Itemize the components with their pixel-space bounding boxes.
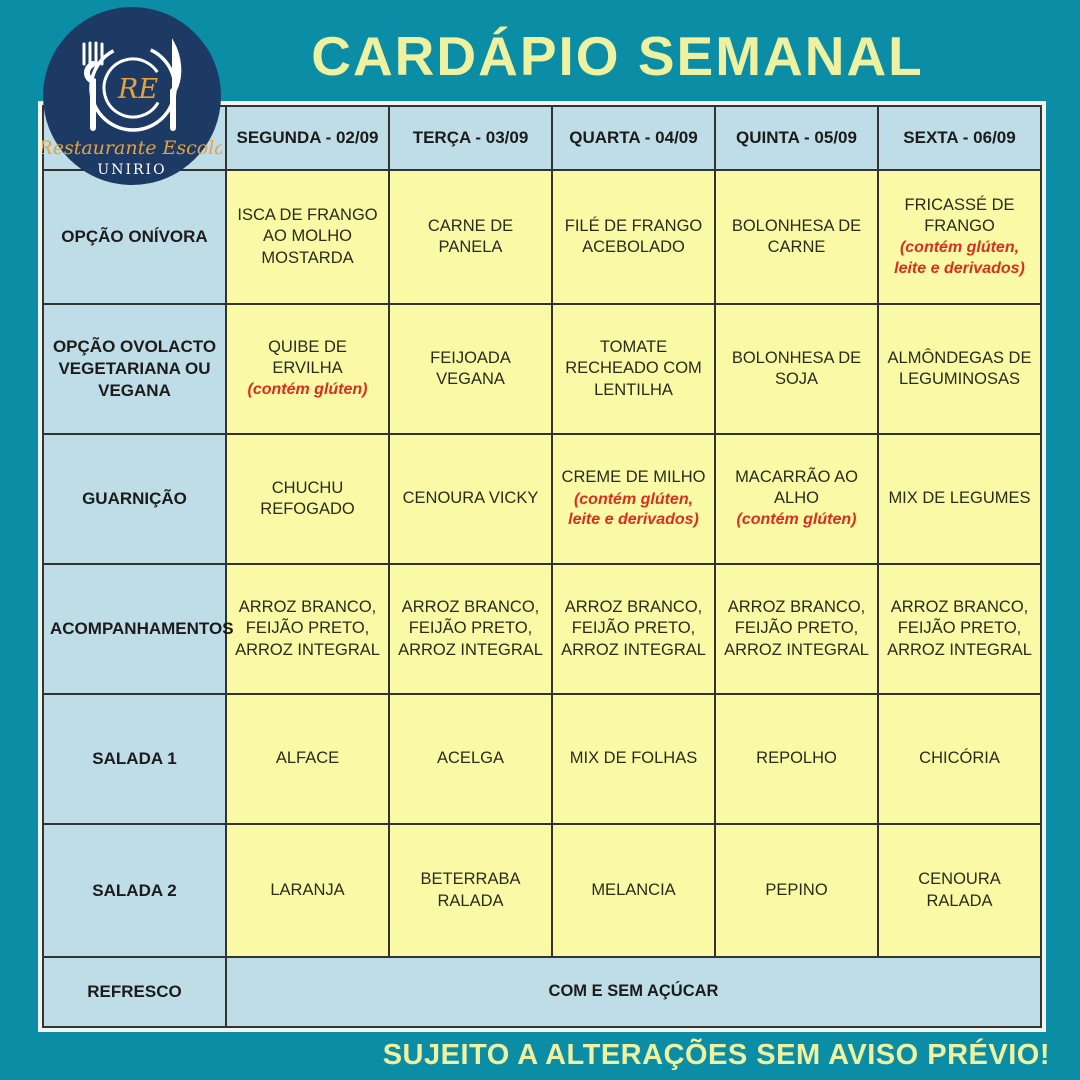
logo-name: Restaurante Escola bbox=[42, 137, 222, 159]
menu-cell bbox=[226, 304, 389, 434]
allergen-note: (contém glúten) bbox=[247, 381, 368, 399]
day-header: SEXTA - 06/09 bbox=[878, 106, 1041, 170]
table-row bbox=[43, 564, 1041, 694]
row-label: SALADA 1 bbox=[43, 694, 226, 824]
menu-table-el bbox=[42, 105, 1042, 1028]
menu-item-text: TOMATE RECHEADO COM LENTILHA bbox=[565, 338, 702, 399]
logo-org: UNIRIO bbox=[97, 162, 167, 178]
menu-cell bbox=[389, 694, 552, 824]
menu-item-text: ALMÔNDEGAS DE LEGUMINOSAS bbox=[887, 348, 1032, 388]
menu-item-text: CHUCHU REFOGADO bbox=[260, 478, 355, 518]
logo-monogram: RE bbox=[118, 74, 159, 105]
table-row bbox=[43, 694, 1041, 824]
menu-cell bbox=[715, 694, 878, 824]
menu-cell bbox=[552, 694, 715, 824]
menu-cell bbox=[878, 434, 1041, 564]
row-label: OPÇÃO OVOLACTO VEGETARIANA OU VEGANA bbox=[43, 304, 226, 434]
menu-cell bbox=[552, 564, 715, 694]
menu-item-text: ARROZ BRANCO, FEIJÃO PRETO, ARROZ INTEGRAL bbox=[724, 598, 869, 659]
table-row bbox=[43, 434, 1041, 564]
menu-cell bbox=[878, 824, 1041, 957]
menu-cell bbox=[226, 434, 389, 564]
logo-graphic bbox=[42, 6, 222, 186]
menu-cell bbox=[715, 564, 878, 694]
day-header: QUINTA - 05/09 bbox=[715, 106, 878, 170]
menu-item-text: CARNE DE PANELA bbox=[427, 216, 514, 256]
table-row bbox=[43, 824, 1041, 957]
menu-cell bbox=[226, 824, 389, 957]
row-label: ACOMPANHAMENTOS bbox=[43, 564, 226, 694]
allergen-note: (contém glúten, leite e derivados) bbox=[894, 239, 1025, 277]
menu-cell bbox=[389, 564, 552, 694]
allergen-note: (contém glúten) bbox=[736, 511, 857, 529]
row-label: SALADA 2 bbox=[43, 824, 226, 957]
menu-cell bbox=[389, 304, 552, 434]
menu-item-text: QUIBE DE ERVILHA bbox=[268, 338, 347, 378]
menu-item-text: ARROZ BRANCO, FEIJÃO PRETO, ARROZ INTEGRAL bbox=[887, 598, 1032, 659]
row-label: OPÇÃO ONÍVORA bbox=[43, 170, 226, 304]
menu-item-text: BOLONHESA DE SOJA bbox=[731, 348, 862, 388]
menu-item-text: ARROZ BRANCO, FEIJÃO PRETO, ARROZ INTEGRAL bbox=[561, 598, 706, 659]
menu-cell bbox=[715, 304, 878, 434]
menu-cell bbox=[552, 170, 715, 304]
row-label: REFRESCO bbox=[43, 957, 226, 1027]
page-title: CARDÁPIO SEMANAL bbox=[311, 25, 924, 87]
menu-table-body bbox=[43, 170, 1041, 1027]
menu-item-text: REPOLHO bbox=[756, 749, 837, 768]
menu-item-text: FEIJOADA VEGANA bbox=[430, 348, 511, 388]
table-row bbox=[43, 170, 1041, 304]
menu-item-text: ALFACE bbox=[275, 749, 340, 768]
table-row bbox=[43, 304, 1041, 434]
menu-cell bbox=[715, 824, 878, 957]
menu-cell bbox=[226, 564, 389, 694]
menu-cell bbox=[552, 824, 715, 957]
allergen-note: (contém glúten, leite e derivados) bbox=[568, 490, 699, 529]
menu-item-text: FILÉ DE FRANGO ACEBOLADO bbox=[564, 216, 703, 256]
menu-cell bbox=[552, 304, 715, 434]
menu-item-text: CENOURA RALADA bbox=[918, 870, 1001, 910]
menu-item-text: LARANJA bbox=[270, 880, 345, 899]
day-header: QUARTA - 04/09 bbox=[552, 106, 715, 170]
menu-item-text: MIX DE LEGUMES bbox=[888, 489, 1031, 508]
menu-item-text: FRICASSÉ DE FRANGO bbox=[904, 195, 1015, 236]
restaurant-logo bbox=[42, 6, 222, 186]
menu-item-text: BETERRABA RALADA bbox=[420, 870, 521, 910]
row-label: GUARNIÇÃO bbox=[43, 434, 226, 564]
menu-item-text: CHICÓRIA bbox=[919, 749, 1000, 768]
menu-cell bbox=[389, 170, 552, 304]
menu-item-text: CREME DE MILHO bbox=[561, 468, 706, 487]
menu-cell bbox=[715, 170, 878, 304]
menu-cell bbox=[226, 694, 389, 824]
merged-cell: COM E SEM AÇÚCAR bbox=[226, 957, 1041, 1027]
day-header: SEGUNDA - 02/09 bbox=[226, 106, 389, 170]
menu-cell bbox=[389, 434, 552, 564]
menu-cell bbox=[878, 694, 1041, 824]
menu-item-text: ISCA DE FRANGO AO MOLHO MOSTARDA bbox=[237, 206, 378, 267]
menu-cell bbox=[878, 170, 1041, 304]
menu-item-text: CENOURA VICKY bbox=[402, 489, 539, 508]
menu-cell bbox=[389, 824, 552, 957]
table-row bbox=[43, 957, 1041, 1027]
menu-cell bbox=[878, 564, 1041, 694]
menu-cell bbox=[715, 434, 878, 564]
day-header: TERÇA - 03/09 bbox=[389, 106, 552, 170]
menu-item-text: MIX DE FOLHAS bbox=[569, 749, 698, 768]
menu-item-text: ACELGA bbox=[437, 749, 504, 768]
menu-table bbox=[38, 101, 1046, 1032]
menu-item-text: ARROZ BRANCO, FEIJÃO PRETO, ARROZ INTEGRAL bbox=[398, 598, 543, 659]
menu-item-text: ARROZ BRANCO, FEIJÃO PRETO, ARROZ INTEGRAL bbox=[235, 598, 380, 659]
menu-cell bbox=[878, 304, 1041, 434]
menu-cell bbox=[552, 434, 715, 564]
menu-item-text: MACARRÃO AO ALHO bbox=[735, 468, 858, 508]
menu-item-text: MELANCIA bbox=[591, 880, 676, 899]
footer-disclaimer: SUJEITO A ALTERAÇÕES SEM AVISO PRÉVIO! bbox=[382, 1039, 1050, 1071]
menu-cell bbox=[226, 170, 389, 304]
menu-item-text: PEPINO bbox=[765, 880, 828, 899]
menu-item-text: BOLONHESA DE CARNE bbox=[731, 216, 862, 256]
